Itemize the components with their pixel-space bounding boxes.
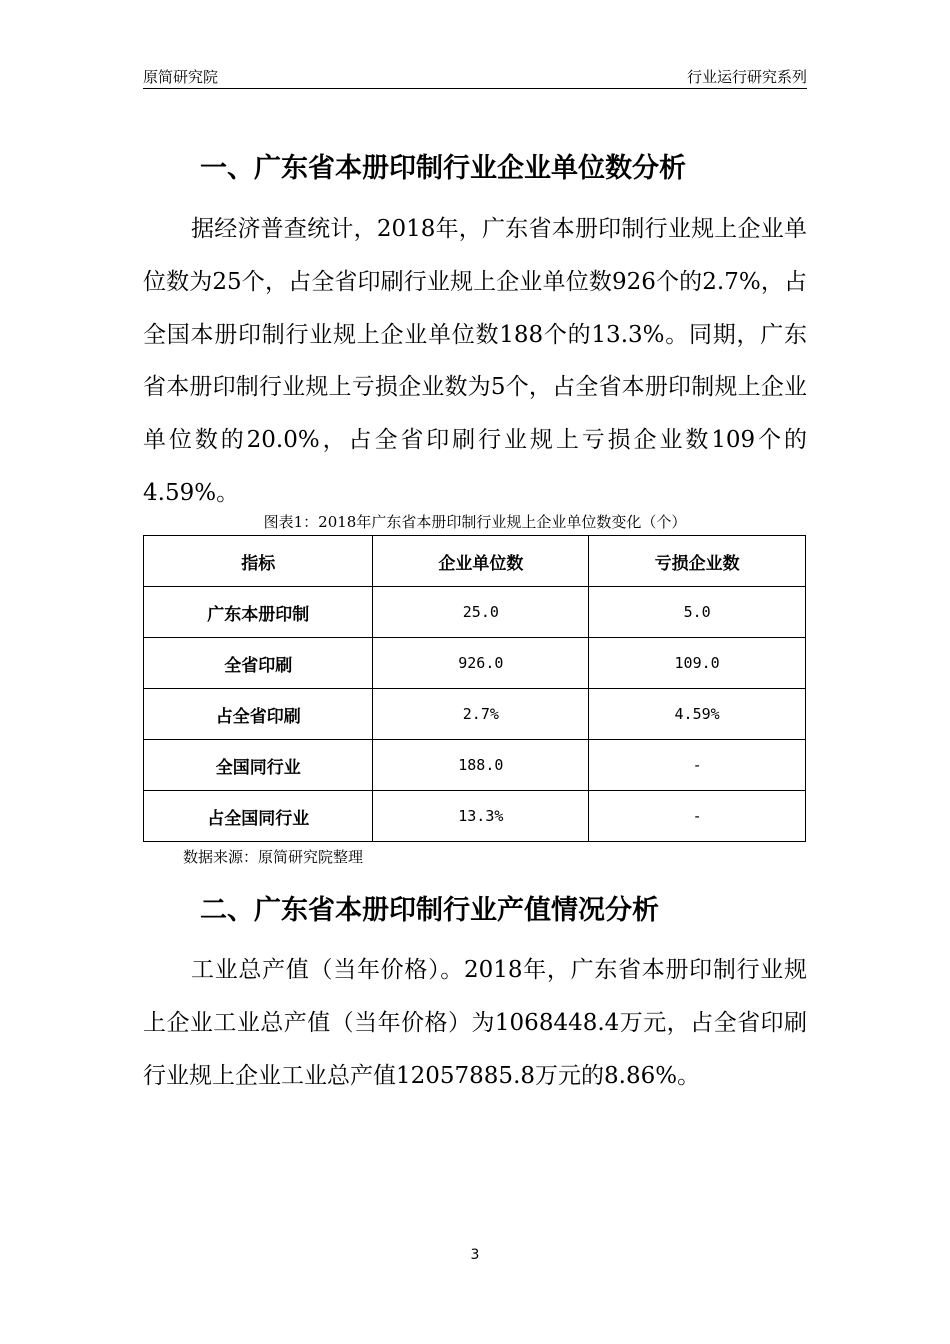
enterprise-count-cell: 188.0 — [373, 740, 589, 791]
row-label: 占全国同行业 — [144, 791, 373, 842]
section-2-paragraph: 工业总产值（当年价格）。2018年，广东省本册印制行业规上企业工业总产值（当年价格）为1068448.4万元，占全省印刷行业规上企业工业总产值12057885.8万元的8.86%。 — [143, 957, 807, 1089]
header-series-name: 行业运行研究系列 — [686, 68, 807, 86]
data-source-note: 数据来源：原简研究院整理 — [183, 848, 364, 866]
enterprise-count-cell: 13.3% — [373, 791, 589, 842]
section-1-paragraph: 据经济普查统计，2018年，广东省本册印制行业规上企业单位数为25个，占全省印刷行业规上企业单位数926个的2.7%，占全国本册印制行业规上企业单位数188个的13.3%。同期，广东省本册印制行业规上亏损企业数为5个，占全省本册印制规上企业单位数的20.0%，占全省印刷行业规上亏损企业数109个的4.59%。 — [143, 216, 807, 506]
row-label: 占全省印刷 — [144, 689, 373, 740]
enterprise-count-cell: 2.7% — [373, 689, 589, 740]
table-row — [144, 638, 806, 689]
loss-count-cell: 5.0 — [589, 587, 806, 638]
table-row — [144, 689, 806, 740]
page-number: 3 — [470, 1247, 480, 1263]
row-label: 全省印刷 — [144, 638, 373, 689]
loss-count-cell: - — [589, 740, 806, 791]
column-header-indicator: 指标 — [144, 536, 373, 587]
page-header — [143, 64, 807, 89]
column-header-enterprise-count: 企业单位数 — [373, 536, 589, 587]
enterprise-count-table — [143, 535, 806, 842]
column-header-loss-count: 亏损企业数 — [589, 536, 806, 587]
section-1-title: 一、广东省本册印制行业企业单位数分析 — [200, 153, 686, 184]
loss-count-cell: - — [589, 791, 806, 842]
table-row — [144, 740, 806, 791]
row-label: 广东本册印制 — [144, 587, 373, 638]
section-2-title: 二、广东省本册印制行业产值情况分析 — [200, 895, 659, 926]
enterprise-count-cell: 926.0 — [373, 638, 589, 689]
loss-count-cell: 4.59% — [589, 689, 806, 740]
table-caption: 图表1：2018年广东省本册印制行业规上企业单位数变化（个） — [263, 513, 687, 531]
header-org-name: 原简研究院 — [143, 68, 219, 86]
enterprise-count-cell: 25.0 — [373, 587, 589, 638]
loss-count-cell: 109.0 — [589, 638, 806, 689]
table-header-row — [144, 536, 806, 587]
table-row — [144, 587, 806, 638]
row-label: 全国同行业 — [144, 740, 373, 791]
table-row — [144, 791, 806, 842]
